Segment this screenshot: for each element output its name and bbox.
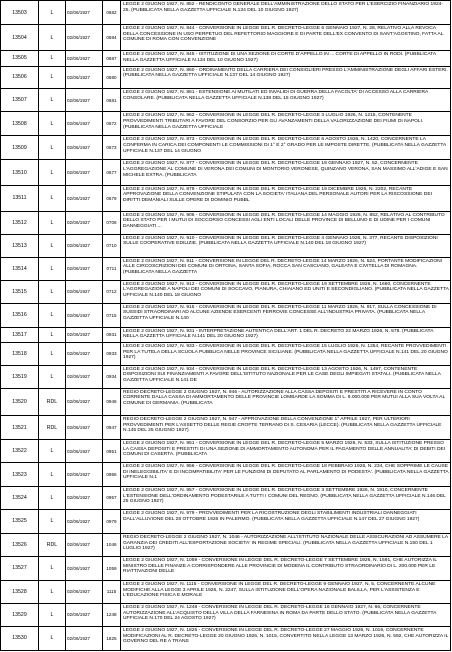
act-code: 0684 bbox=[103, 25, 121, 51]
act-date: 02/06/1927 bbox=[66, 185, 103, 211]
act-code: 0957 bbox=[103, 487, 121, 510]
act-description: LEGGE 2 GIUGNO 1927, N. 906 - CONVERSIONE IN LEGGE DEL R. DECRETO-LEGGE 14 MAGGIO 1926, N. 852, RELATIVO AL CONTRIBUTO DELLO STATO PER I MUTUI DI SOCCORSO CONCESSI AGLI ENTI LOCALI DELLE PROVINCE DI BELLUNO E DI UDINE PER I COMUNI DANNEGGIATI ... bbox=[121, 211, 451, 234]
act-date: 02/06/1927 bbox=[66, 603, 103, 626]
row-number: 13513 bbox=[1, 234, 39, 257]
table-row bbox=[1, 211, 451, 234]
act-date: 02/06/1927 bbox=[66, 626, 103, 650]
act-code: 0933 bbox=[103, 342, 121, 365]
table-row bbox=[1, 462, 451, 486]
row-number: 13527 bbox=[1, 556, 39, 580]
act-date: 02/06/1927 bbox=[66, 416, 103, 440]
act-description: LEGGE 2 GIUGNO 1927, N. 911 - CONVERSIONE IN LEGGE DEL R. DECRETO-LEGGE 14 MARZO 1926, N. 524, PORTANTE MODIFICAZIONI ALLE CIRCOSCRIZIONI DEI COMUNI DI ORTONA, SANTA SOFIA, ROCCA SAN CASCIANO, GALEATA E CIVITELLA DI ROMAGNA. (PUBBLICATA NELLA GAZZETTA bbox=[121, 257, 451, 280]
table-row bbox=[1, 626, 451, 650]
act-description: LEGGE 2 GIUGNO 1927, N. 957 - CONVERSIONE IN LEGGE DEL R. DECRETO-LEGGE 3 SETTEMBRE 1926, N. 1910, CONCERNENTE L'ESTENSIONE DELL'ORDINAMENTO PODESTARILE A TUTTI I COMUNI DEL REGNO. (PUBBLICATA NELLA GAZZETTA UFFICIALE N.146 DEL 25 GIUGNO 1927) bbox=[121, 487, 451, 510]
row-number: 13506 bbox=[1, 66, 39, 89]
table-row bbox=[1, 342, 451, 365]
act-code: 0682 bbox=[103, 1, 121, 25]
act-date: 02/06/1927 bbox=[66, 51, 103, 66]
act-type: L bbox=[39, 185, 66, 211]
act-description: LEGGE 2 GIUGNO 1927, N. 844 - CONVERSIONE IN LEGGE DEL R. DECRETO-LEGGE 6 GENNAIO 1927, N. 28, RELATIVO ALLA REVOCA DELLA CONCESSIONE IN USO PERPETUO DEL REFETTORIO MAGGIORE E DI PARTE DELL'EX CONVENTO DI SANT'AGOSTINO, FATTA AL COMUNE DI ROMA CON CONVENZIONE bbox=[121, 25, 451, 51]
table-row bbox=[1, 257, 451, 280]
row-number: 13510 bbox=[1, 160, 39, 185]
row-number: 13508 bbox=[1, 112, 39, 136]
act-code: 1046 bbox=[103, 533, 121, 556]
act-type: L bbox=[39, 136, 66, 160]
act-description: LEGGE 2 GIUGNO 1927, N. 852 - RENDICONTO GENERALE DELL'AMMINISTRAZIONE DELLO STATO PER L'ESERCIZIO FINANZIARIO 1924-25. (PUBBLICATA NELLA GAZZETTA UFFICIALE N.134 DEL 10 GIUGNO 1927) bbox=[121, 1, 451, 25]
act-type: L bbox=[39, 51, 66, 66]
row-number: 13524 bbox=[1, 487, 39, 510]
act-description: LEGGE 2 GIUGNO 1927, N. 915 - CONVERSIONE IN LEGGE DEL R. DECRETO-LEGGE 11 MARZO 1926, N. 917, SULLA CONCESSIONE DI SUSSIDI STRAORDINARI AD ALCUNE AZIENDE ESERCENTI FERROVIE CONCESSE ALL'INDUSTRIA PRIVATA. (PUBBLICATA NELLA GAZZETTA UFFICIALE N.140 bbox=[121, 303, 451, 327]
row-number: 13515 bbox=[1, 280, 39, 303]
table-row bbox=[1, 327, 451, 342]
row-number: 13530 bbox=[1, 626, 39, 650]
act-type: L bbox=[39, 365, 66, 388]
act-code: 0956 bbox=[103, 462, 121, 486]
row-number: 13526 bbox=[1, 533, 39, 556]
act-description: REGIO DECRETO-LEGGE 2 GIUGNO 1927, N. 1046 - AUTORIZZAZIONE ALL'ISTITUTO NAZIONALE DELLE ASSICURAZIONI AD ASSUMERE LA GARANZIA DEI CREDITI ALL'ESPORTAZIONE SOCIETA' IN REGIME SPECIALI. (PUBBLICATA NELLA GAZZETTA UFFICIALE N.150 DEL 1 LUGLIO 1927) bbox=[121, 533, 451, 556]
act-description: LEGGE 2 GIUGNO 1927, N. 1059 - CONVERSIONE IN LEGGE DEL R. DECRETO-LEGGE 7 SETTEMBRE 1926, N. 1591, CHE AUTORIZZA IL MINISTRO DELLE FINANZE A CORRISPONDERE ALLE PROVINCIE DI MODENA IL CONTRIBUTO STRAORDINARIO DI L. 200.000 PER LE RIATTIVAZIONI DELLE bbox=[121, 556, 451, 580]
act-type: L bbox=[39, 211, 66, 234]
row-number: 13518 bbox=[1, 342, 39, 365]
act-description: LEGGE 2 GIUGNO 1927, N. 951 - CONVERSIONE IN LEGGE DEL R. DECRETO-LEGGE 5 MARZO 1926, N. 533, SULLA ISTITUZIONE PRESSO LA CASSA DEPOSITI E PRESTITI DI UNA SEZIONE DI AMMORTAMENTO AUTONOMA PER IL PAGAMENTO DELLE ANNUALITA' DI DEBITI DEI COMUNI DI CASERTA. (PUBBLICATA bbox=[121, 440, 451, 463]
table-row bbox=[1, 603, 451, 626]
act-date: 02/06/1927 bbox=[66, 462, 103, 486]
act-code: 0681 bbox=[103, 89, 121, 112]
act-date: 02/06/1927 bbox=[66, 136, 103, 160]
act-date: 02/06/1927 bbox=[66, 1, 103, 25]
act-description: LEGGE 2 GIUGNO 1927, N. 879 - CONVERSIONE IN LEGGE DEL R. DECRETO-LEGGE 19 DICEMBRE 1926, N. 2202, RECANTE APPROVAZIONE DELLA CONVENZIONE STIPULATA CON LA SOCIETA' ITALIANA DEL PERSONALE AUTORI PER LA RISCOSSIONE DEI DIRITTI DEMANIALI SULLE OPERE DI DOMINIO PUBBL bbox=[121, 185, 451, 211]
act-type: L bbox=[39, 509, 66, 533]
act-type: L bbox=[39, 160, 66, 185]
row-number: 13519 bbox=[1, 365, 39, 388]
table-row bbox=[1, 440, 451, 463]
act-date: 02/06/1927 bbox=[66, 342, 103, 365]
table-row bbox=[1, 136, 451, 160]
act-code: 0979 bbox=[103, 509, 121, 533]
row-number: 13522 bbox=[1, 440, 39, 463]
row-number: 13509 bbox=[1, 136, 39, 160]
table-row bbox=[1, 160, 451, 185]
act-code: 0715 bbox=[103, 303, 121, 327]
row-number: 13514 bbox=[1, 257, 39, 280]
act-type: L bbox=[39, 66, 66, 89]
table-row bbox=[1, 580, 451, 603]
act-type: L bbox=[39, 257, 66, 280]
table-row bbox=[1, 234, 451, 257]
act-date: 02/06/1927 bbox=[66, 66, 103, 89]
act-code: 0951 bbox=[103, 440, 121, 463]
act-type: RDL bbox=[39, 388, 66, 415]
table-row bbox=[1, 509, 451, 533]
act-type: L bbox=[39, 440, 66, 463]
act-type: L bbox=[39, 89, 66, 112]
act-code: 1825 bbox=[103, 626, 121, 650]
row-number: 13516 bbox=[1, 303, 39, 327]
act-date: 02/06/1927 bbox=[66, 533, 103, 556]
act-type: L bbox=[39, 626, 66, 650]
table-row bbox=[1, 66, 451, 89]
row-number: 13528 bbox=[1, 580, 39, 603]
row-number: 13529 bbox=[1, 603, 39, 626]
act-description: LEGGE 2 GIUGNO 1927, N. 962 - CONVERSIONE IN LEGGE DEL R. DECRETO-LEGGE 3 LUGLIO 1926, N. 1215, CONTENENTE PROVVEDIMENTI TRIBUTARI A FAVORE DEL CONSORZIO PER GLI AVANZAMENTI DELLA VALORIZZAZIONE DEI FIUMI DI NAPOLI. (PUBBLICATA NELLA GAZZETTA UFFICIALE bbox=[121, 112, 451, 136]
act-date: 02/06/1927 bbox=[66, 440, 103, 463]
act-description: LEGGE 2 GIUGNO 1927, N. 1248 - CONVERSIONE IN LEGGE DEL R. DECRETO-LEGGE 16 GENNAIO 1927, N. 66, CONCERNENTE AUTORIZZAZIONE ALL'ACQUISTO DELLA VILLA DELLA FARNESINA IN ROMA DA PARTE DELLO STATO. (PUBBLICATA NELLA GAZZETTA UFFICIALE N.170 DEL 24 AGOSTO 1927) bbox=[121, 603, 451, 626]
act-date: 02/06/1927 bbox=[66, 257, 103, 280]
act-code: 0947 bbox=[103, 416, 121, 440]
act-description: LEGGE 2 GIUGNO 1927, N. 912 - CONVERSIONE IN LEGGE DEL R. DECRETO-LEGGE 19 SETTEMBRE 1926, N. 1660, CONCERNENTE L'AGGREGAZIONE A NAPOLI DEI COMUNI DI SOCCAVO, PIANURA, CHIAIANO ED UNITI E SECONDIGLIANO. (PUBBLICATA NELLA GAZZETTA UFFICIALE N.140 DEL 18 GIUGNO bbox=[121, 280, 451, 303]
act-type: L bbox=[39, 1, 66, 25]
act-type: L bbox=[39, 112, 66, 136]
act-code: 1115 bbox=[103, 580, 121, 603]
table-row bbox=[1, 1, 451, 25]
act-code: 0946 bbox=[103, 388, 121, 415]
table-row bbox=[1, 51, 451, 66]
table-row bbox=[1, 533, 451, 556]
act-description: LEGGE 2 GIUGNO 1927, N. 910 - CONVERSIONE IN LEGGE DEL R. DECRETO-LEGGE 4 GENNAIO 1926, N. 377, RECANTE DISPOSIZIONI SULLE COOPERATIVE EDILIZIE. (PUBBLICATA NELLA GAZZETTA UFFICIALE N.140 DEL 18 GIUGNO 1927) bbox=[121, 234, 451, 257]
act-code: 0931 bbox=[103, 327, 121, 342]
act-type: L bbox=[39, 487, 66, 510]
table-row bbox=[1, 112, 451, 136]
act-code: 1059 bbox=[103, 556, 121, 580]
act-description: LEGGE 2 GIUGNO 1927, N. 877 - CONVERSIONE IN LEGGE DEL R. DECRETO-LEGGE 18 GENNAIO 1927, N. 52, CONCERNENTE L'AGGREGAZIONE AL COMUNE DI VERONA DEI COMUNI DI MONTORIO VERONESE, QUINZANO VERONA, SAN MASSIMO ALL'ADIGE E SAN MICHELE EXTRA. (PUBBLICATA bbox=[121, 160, 451, 185]
act-date: 02/06/1927 bbox=[66, 234, 103, 257]
row-number: 13507 bbox=[1, 89, 39, 112]
act-date: 02/06/1927 bbox=[66, 280, 103, 303]
table-row bbox=[1, 280, 451, 303]
act-code: 0679 bbox=[103, 185, 121, 211]
act-date: 02/06/1927 bbox=[66, 89, 103, 112]
act-date: 02/06/1927 bbox=[66, 160, 103, 185]
table-row bbox=[1, 388, 451, 415]
row-number: 13517 bbox=[1, 327, 39, 342]
act-description: LEGGE 2 GIUGNO 1927, N. 873 - CONVERSIONE IN LEGGE DEL R. DECRETO-LEGGE 6 AGOSTO 1926, N. 1420, CONCERNENTE LA CONFERMA IN CARICA DEI COMPONENTI LE COMMISSIONI DI 1° E 2° GRADO PER LE IMPOSTE DIRETTE. (PUBBLICATA NELLA GAZZETTA UFFICIALE N.137 DEL 14 GIUGNO bbox=[121, 136, 451, 160]
act-date: 02/06/1927 bbox=[66, 211, 103, 234]
act-type: L bbox=[39, 462, 66, 486]
act-type: L bbox=[39, 342, 66, 365]
act-code: 0680 bbox=[103, 66, 121, 89]
act-type: L bbox=[39, 603, 66, 626]
act-code: 0710 bbox=[103, 234, 121, 257]
row-number: 13511 bbox=[1, 185, 39, 211]
act-date: 02/06/1927 bbox=[66, 556, 103, 580]
act-type: L bbox=[39, 303, 66, 327]
table-row bbox=[1, 556, 451, 580]
act-type: L bbox=[39, 25, 66, 51]
table-row bbox=[1, 89, 451, 112]
row-number: 13521 bbox=[1, 416, 39, 440]
table-row bbox=[1, 487, 451, 510]
act-date: 02/06/1927 bbox=[66, 487, 103, 510]
act-description: LEGGE 2 GIUGNO 1927, N. 860 - ORDINAMENTO DELLA CARRIERA DEI CONSIGLIERI PRESSO L'AMMINISTRAZIONE DEGLI AFFARI ESTERI. (PUBBLICATA NELLA GAZZETTA UFFICIALE N.137 DEL 14 GIUGNO 1927) bbox=[121, 66, 451, 89]
act-description: LEGGE 2 GIUGNO 1927, N. 979 - PROVVEDIMENTI PER LA RICOSTRUZIONE DEGLI STABILIMENTI INDUSTRIALI DANNEGGIATI DALL'ALLUVIONE DEL 28 OTTOBRE 1926 IN PALERMO. (PUBBLICATA NELLA GAZZETTA UFFICIALE N.147 DEL 27 GIUGNO 1927) bbox=[121, 509, 451, 533]
act-description: LEGGE 2 GIUGNO 1927, N. 933 - CONVERSIONE IN LEGGE DEL R. DECRETO-LEGGE 15 LUGLIO 1926, N. 1254, RECANTE PROVVEDIMENTI PER LA TUTELA DELLA SCUOLA PUBBLICA NELLE PROVINCE SICILIANE. (PUBBLICATA NELLA GAZZETTA UFFICIALE N.141 DEL 20 GIUGNO 1927) bbox=[121, 342, 451, 365]
act-description: LEGGE 2 GIUGNO 1927, N. 861 - ESTENSIONE AI MUTILATI ED INVALIDI DI GUERRA DELLA FACOLTA' DI ACCESSO ALLA CARRIERA CONSOLARE. (PUBBLICATA NELLA GAZZETTA UFFICIALE N.138 DEL 15 GIUGNO 1927) bbox=[121, 89, 451, 112]
act-code: 0672 bbox=[103, 112, 121, 136]
table-row bbox=[1, 185, 451, 211]
act-type: L bbox=[39, 556, 66, 580]
table-row bbox=[1, 365, 451, 388]
row-number: 13512 bbox=[1, 211, 39, 234]
act-type: L bbox=[39, 327, 66, 342]
act-type: L bbox=[39, 234, 66, 257]
act-date: 02/06/1927 bbox=[66, 327, 103, 342]
act-date: 02/06/1927 bbox=[66, 580, 103, 603]
act-type: RDL bbox=[39, 416, 66, 440]
act-type: RDL bbox=[39, 533, 66, 556]
row-number: 13505 bbox=[1, 51, 39, 66]
act-description: LEGGE 2 GIUGNO 1927, N. 934 - CONVERSIONE IN LEGGE DEL R. DECRETO-LEGGE 13 AGOSTO 1926, N. 1497, CONTENENTE DISPOSIZIONI SUI FINANZIAMENTI A FAVORE DELL'ISTITUTO NAZIONALE PER LE CASE DEGLI IMPIEGATI STATALI. (PUBBLICATA NELLA GAZZETTA UFFICIALE N.141 DE bbox=[121, 365, 451, 388]
act-date: 02/06/1927 bbox=[66, 112, 103, 136]
act-date: 02/06/1927 bbox=[66, 303, 103, 327]
act-date: 02/06/1927 bbox=[66, 509, 103, 533]
act-date: 02/06/1927 bbox=[66, 25, 103, 51]
act-description: LEGGE 2 GIUGNO 1927, N. 1115 - CONVERSIONE IN LEGGE DEL R. DECRETO-LEGGE 9 GENNAIO 1927, N. 5, CONCERNENTE ALCUNE MODIFICHE ALLA LEGGE 3 APRILE 1926, N. 2247, SULLA ISTITUZIONE DELL'OPERA NAZIONALE BALILLA, PER L'ASSISTENZA E L'EDUCAZIONE FISICA E MORALE bbox=[121, 580, 451, 603]
table-body bbox=[1, 1, 451, 651]
act-type: L bbox=[39, 580, 66, 603]
row-number: 13520 bbox=[1, 388, 39, 415]
act-description: LEGGE 2 GIUGNO 1927, N. 845 - ISTITUZIONE DI UNA SEZIONE DI CORTE D'APPELLO IN ... CORTE DI APPELLO IN RODI. (PUBBLICATA NELLA GAZZETTA UFFICIALE N.134 DEL 10 GIUGNO 1927) bbox=[121, 51, 451, 66]
act-code: 0677 bbox=[103, 160, 121, 185]
act-date: 02/06/1927 bbox=[66, 388, 103, 415]
act-code: 0706 bbox=[103, 211, 121, 234]
act-code: 0712 bbox=[103, 280, 121, 303]
act-description: LEGGE 2 GIUGNO 1927, N. 931 - INTERPRETAZIONE AUTENTICA DELL'ART. 1 DEL R. DECRETO 22 MARZO 1926, N. 578. (PUBBLICATA NELLA GAZZETTA UFFICIALE N.141 DEL 20 GIUGNO 1927) bbox=[121, 327, 451, 342]
act-date: 02/06/1927 bbox=[66, 365, 103, 388]
act-code: 0711 bbox=[103, 257, 121, 280]
act-description: REGIO DECRETO-LEGGE 2 GIUGNO 1927, N. 946 - AUTORIZZAZIONE ALLA CASSA DEPOSITI E PRESTITI A RICEVERE IN CONTO CORRENTE DALLA CASSA DI AMMORTAMENTO DELLE PROVINCIE LOMBARDE LA SOMMA DI L. 9.000.000 PER MUTUI ALLA SUA VOLTA AL COMUNE DI GERMANIA. (PUBBLICATA bbox=[121, 388, 451, 415]
row-number: 13525 bbox=[1, 509, 39, 533]
table-row bbox=[1, 25, 451, 51]
row-number: 13503 bbox=[1, 1, 39, 25]
table-row bbox=[1, 303, 451, 327]
act-description: REGIO DECRETO-LEGGE 2 GIUGNO 1927, N. 947 - APPROVAZIONE DELLA CONVENZIONE 1° APRILE 1927, PER ULTERIORI PROVVEDIMENTI PER L'ASSETTO DELLE REGIE CROFTE TERRANO DI S. CESARIA (LECCE). (PUBBLICATA NELLA GAZZETTA UFFICIALE N.145 DEL 25 GIUGNO 1927) bbox=[121, 416, 451, 440]
act-code: 0687 bbox=[103, 51, 121, 66]
table-row bbox=[1, 416, 451, 440]
act-description: LEGGE 2 GIUGNO 1927, N. 956 - CONVERSIONE IN LEGGE DEL R. DECRETO-LEGGE 18 FEBBRAIO 1926, N. 234, CHE SOPPRIME LE CAUSE DI INELEGGIBILITA' E DI INCOMPATIBILITA' PER LE FUNZIONI DI DEPUTATO AL PARLAMENTO DI PODESTA'. (PUBBLICATA NELLA GAZZETTA UFFICIALE N.1 bbox=[121, 462, 451, 486]
act-code: 0673 bbox=[103, 136, 121, 160]
row-number: 13504 bbox=[1, 25, 39, 51]
act-code: 1248 bbox=[103, 603, 121, 626]
act-description: LEGGE 2 GIUGNO 1927, N. 1825 - CONVERSIONE IN LEGGE DEL R. DECRETO-LEGGE 27 MAGGIO 1926, N. 1019, CONCERNENTE MODIFICAZIONI AL R. DECRETO-LEGGE 20 GIUGNO 1926, N. 1015, CONVERTITO NELLA LEGGE 13 MARZO 1926, N. 592, CHE AUTORIZZA IL GOVERNO DEL RE A TRANS bbox=[121, 626, 451, 650]
row-number: 13523 bbox=[1, 462, 39, 486]
act-type: L bbox=[39, 280, 66, 303]
act-code: 0934 bbox=[103, 365, 121, 388]
